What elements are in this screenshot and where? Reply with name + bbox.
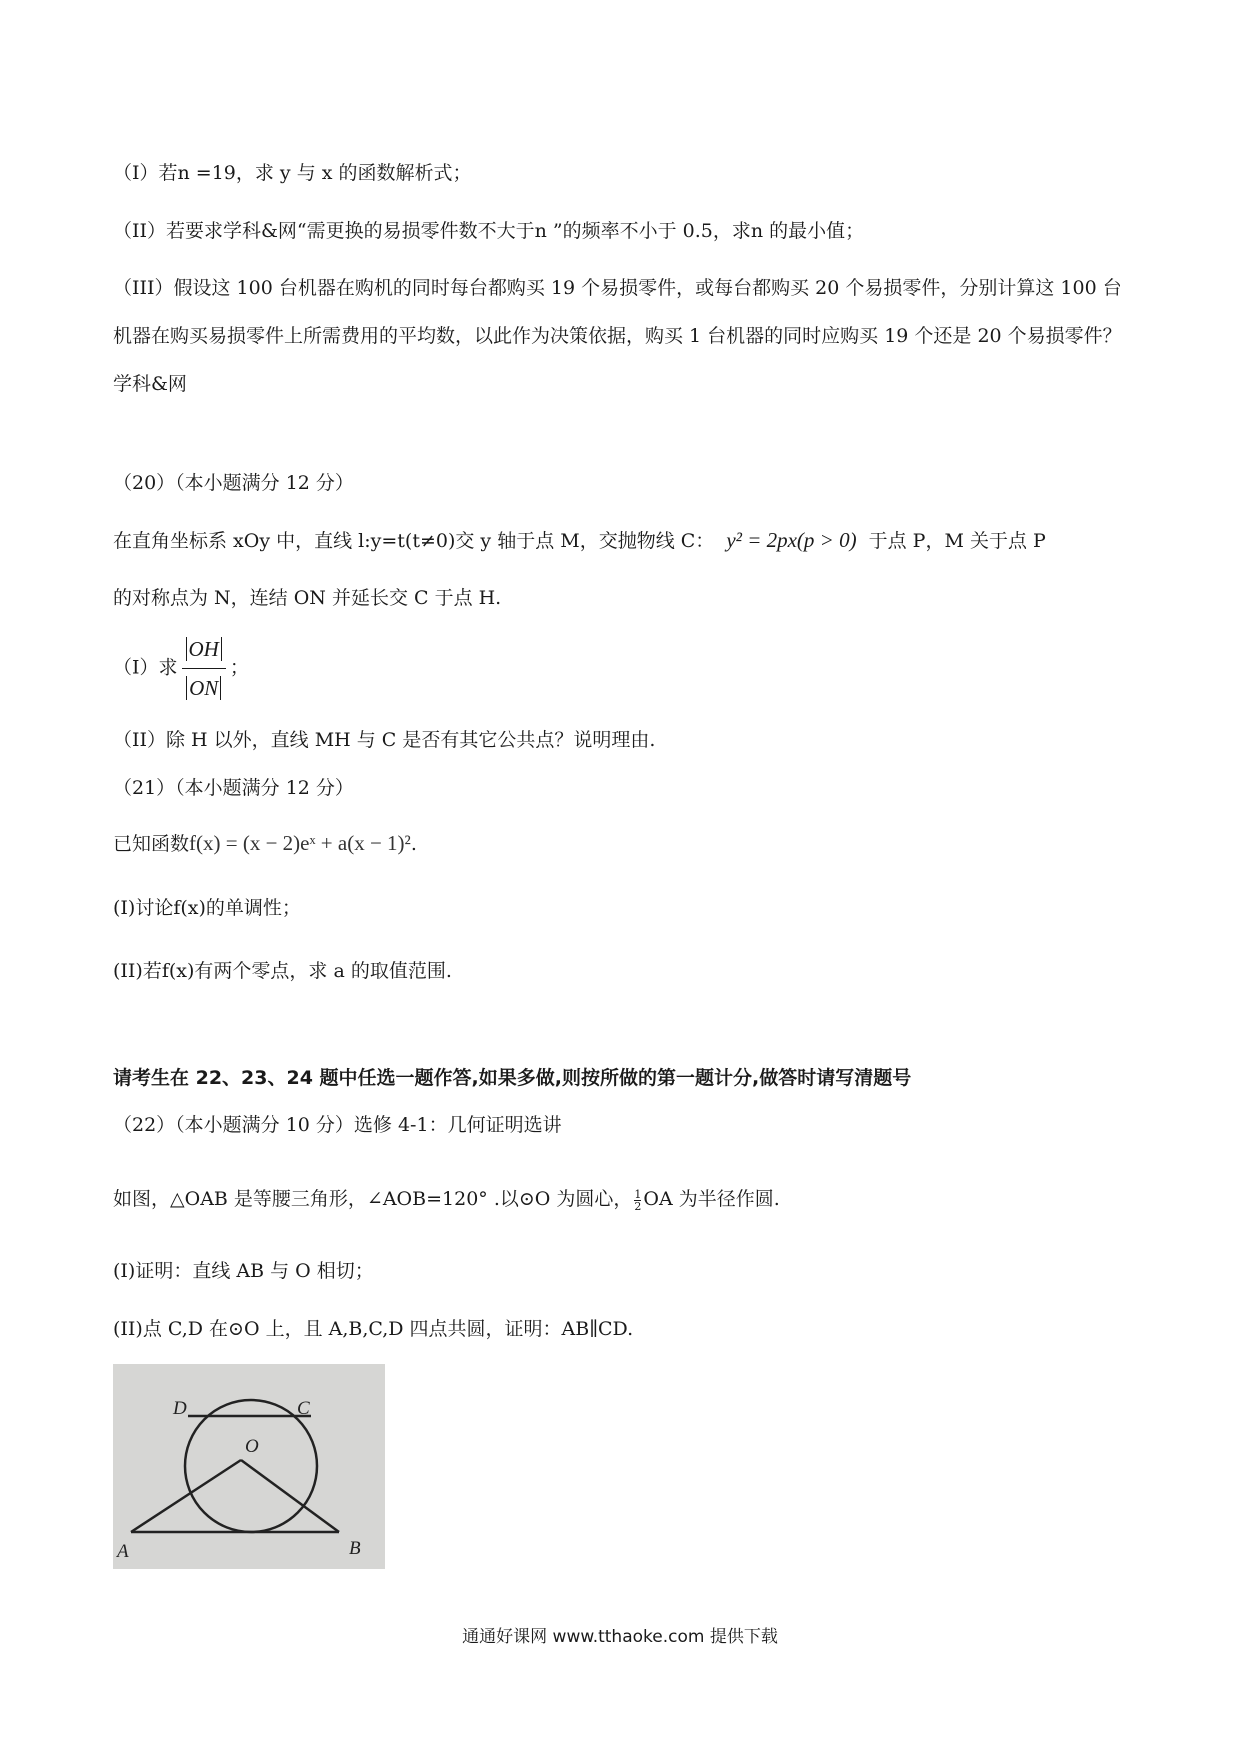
q19-part2: （II）若要求学科&网“需更换的易损零件数不大于n ”的频率不小于 0.5，求n 的最小值； xyxy=(113,220,865,242)
q21-stem-prefix: 已知函数 xyxy=(113,833,190,855)
ratio-fraction xyxy=(182,632,226,705)
q20-header: （20）（本小题满分 12 分） xyxy=(113,472,354,494)
function-formula: f(x) = (x − 2)eˣ + a(x − 1)² xyxy=(189,831,411,855)
label-b: B xyxy=(349,1538,361,1559)
q21-part2: (II)若f(x)有两个零点，求 a 的取值范围. xyxy=(113,960,452,982)
q22-header: （22）（本小题满分 10 分）选修 4-1：几何证明选讲 xyxy=(113,1114,562,1136)
q21-stem xyxy=(113,830,417,857)
circle-triangle-diagram xyxy=(113,1364,385,1569)
q20-stem-line1 xyxy=(113,527,1046,554)
q22-stem xyxy=(113,1186,780,1212)
label-c: C xyxy=(297,1398,310,1419)
half-fraction: $\frac{1}{2}$ xyxy=(634,1187,642,1213)
label-a: A xyxy=(117,1541,129,1562)
q21-part1: (I)讨论f(x)的单调性； xyxy=(113,897,301,919)
elective-instruction: 请考生在 22、23、24 题中任选一题作答,如果多做,则按所做的第一题计分,做答时请写清题号 xyxy=(113,1067,912,1089)
q19-part3: （III）假设这 100 台机器在购机的同时每台都购买 19 个易损零件，或每台都购买 20 个易损零件，分别计算这 100 台机器在购买易损零件上所需费用的平均数，以此作为决策依据，购买 1 台机器的同时应购买 19 个还是 20 个易损零件？学科&网 xyxy=(113,277,1122,395)
label-o: O xyxy=(245,1436,259,1457)
label-d: D xyxy=(173,1398,187,1419)
q21-stem-suffix: . xyxy=(410,833,417,855)
q22-stem-text-b: OA 为半径作圆. xyxy=(643,1188,780,1210)
q22-part2: (II)点 C,D 在⊙O 上，且 A,B,C,D 四点共圆，证明：AB∥CD. xyxy=(113,1318,634,1340)
q20-stem-text-b: 于点 P，M 关于点 P xyxy=(868,530,1046,552)
q20-stem-line2: 的对称点为 N，连结 ON 并延长交 C 于点 H. xyxy=(113,587,502,609)
q19-part1: （I）若n =19，求 y 与 x 的函数解析式； xyxy=(113,162,472,184)
q20-part1 xyxy=(113,632,249,705)
q20-part1-suffix: ； xyxy=(229,656,249,679)
oh-abs: OH xyxy=(186,637,222,661)
geometry-figure xyxy=(113,1364,385,1569)
q20-stem-text-a: 在直角坐标系 xOy 中，直线 l:y=t(t≠0)交 y 轴于点 M，交抛物线 C： xyxy=(113,530,715,552)
page-footer: 通通好课网 www.tthaoke.com 提供下载 xyxy=(462,1627,778,1647)
on-abs: ON xyxy=(186,676,221,700)
segment-ob xyxy=(241,1460,339,1532)
parabola-formula: y² = 2px(p > 0) xyxy=(726,528,857,552)
q20-part1-prefix: （I）求 xyxy=(113,656,178,679)
q21-header: （21）（本小题满分 12 分） xyxy=(113,777,354,799)
q22-part1: (I)证明：直线 AB 与 O 相切； xyxy=(113,1260,374,1282)
q20-part2: （II）除 H 以外，直线 MH 与 C 是否有其它公共点？说明理由. xyxy=(113,729,656,751)
q22-stem-text-a: 如图，△OAB 是等腰三角形，∠AOB=120° .以⊙O 为圆心， xyxy=(113,1188,633,1210)
